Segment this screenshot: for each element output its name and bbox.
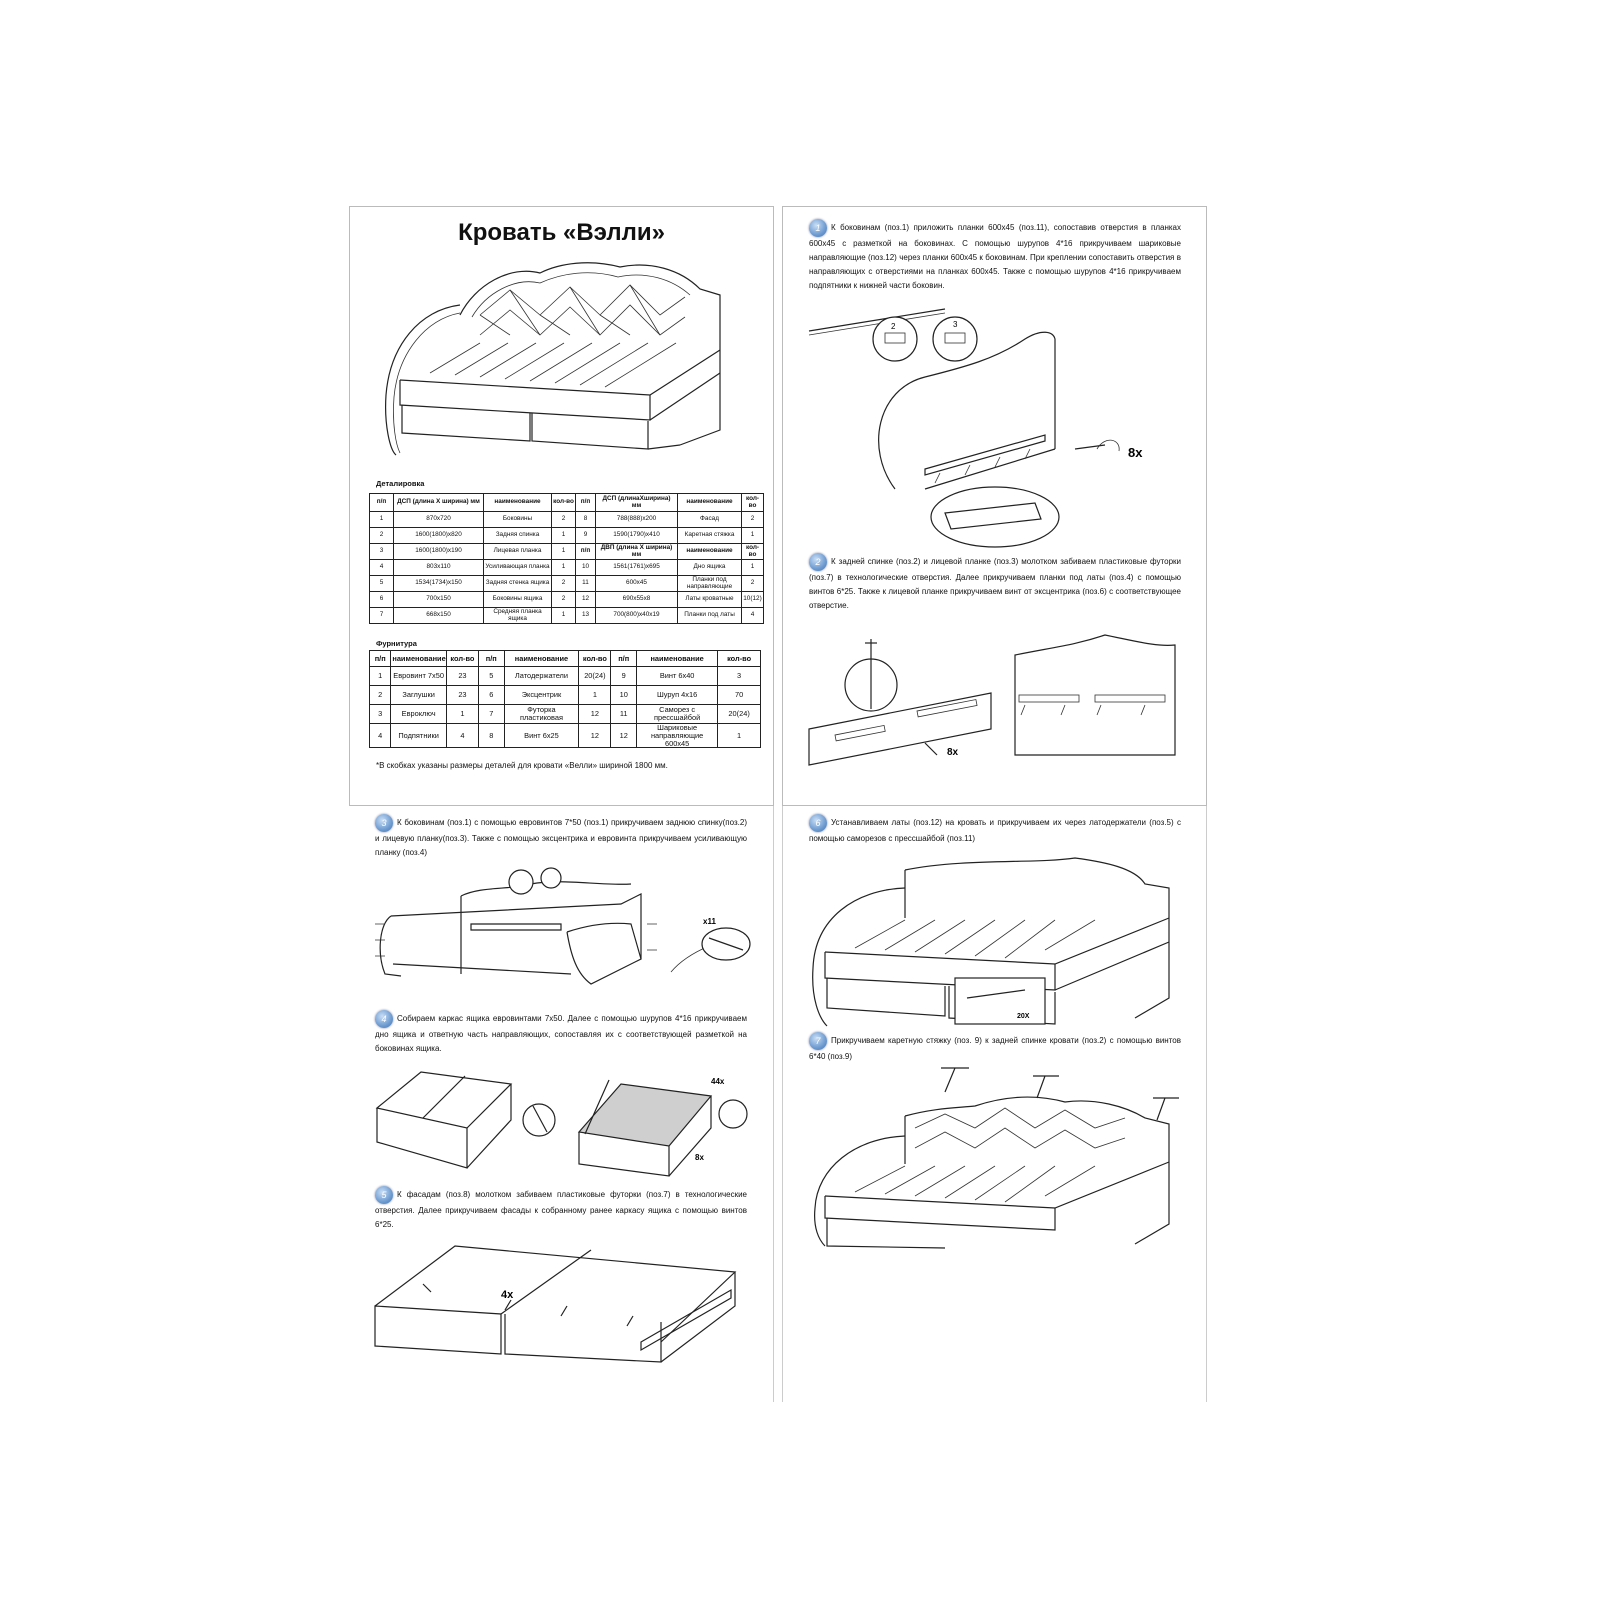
step-6-number: 6	[809, 814, 827, 832]
table-cell: 10	[576, 560, 596, 576]
table-cell: Планки под латы	[678, 608, 742, 624]
table-cell: 1	[446, 705, 478, 724]
table-cell: Шуруп 4x16	[637, 686, 718, 705]
details-header-cell: п/п	[576, 494, 596, 512]
table-cell: 4	[370, 560, 394, 576]
table-row	[370, 686, 761, 705]
table-cell: 7	[478, 705, 504, 724]
table-cell: 23	[446, 686, 478, 705]
table-cell: 7	[370, 608, 394, 624]
table-cell: 1	[742, 560, 764, 576]
table-cell: 700(800)x40x19	[596, 608, 678, 624]
step-2-text: 2 К задней спинке (поз.2) и лицевой планке (поз.3) молотком забиваем пластиковые футорки (поз.7) в технологические отверстия. Далее прикручиваем планки под латы (поз.4) с помощью винтов 6*25. Также к лицевой планке прикручиваем винт от эксцентрика (поз.6) с соответствующее отверстие.	[809, 553, 1181, 613]
table-cell: наименование	[678, 544, 742, 560]
details-header-cell: ДСП (длина X ширина) мм	[394, 494, 484, 512]
step-1-number: 1	[809, 219, 827, 237]
table-cell: 2	[552, 576, 576, 592]
table-row	[370, 724, 761, 748]
step-4-text: 4 Собираем каркас ящика евровинтами 7х50. Далее с помощью шурупов 4*16 прикручиваем дно ящика и ответную часть направляющих, сопоставляя их с соответствующей разметкой на боковинах ящика.	[375, 1010, 747, 1056]
callout-2: 2	[891, 322, 896, 331]
table-row	[370, 608, 764, 624]
step-5-text: 5 К фасадам (поз.8) молотком забиваем пластиковые футорки (поз.7) в технологические отверстия. Далее прикручиваем фасады к собранному ранее каркасу ящика с помощью винтов 6*25.	[375, 1186, 747, 1232]
table-cell: Боковины	[484, 512, 552, 528]
step-6-count: 20X	[1017, 1013, 1030, 1020]
table-cell: 9	[611, 667, 637, 686]
table-cell: 11	[611, 705, 637, 724]
table-cell: 20(24)	[579, 667, 611, 686]
table-cell: Задняя стенка ящика	[484, 576, 552, 592]
hardware-header-cell: наименование	[391, 651, 447, 667]
instruction-page-4	[782, 806, 1207, 1402]
table-cell: 12	[579, 724, 611, 748]
table-cell: 23	[446, 667, 478, 686]
table-cell: Усиливающая планка	[484, 560, 552, 576]
table-row	[370, 705, 761, 724]
bed-slats	[430, 343, 676, 387]
details-header-row	[370, 494, 764, 512]
details-table	[369, 493, 764, 624]
table-row	[370, 560, 764, 576]
step-7-drawing	[805, 1068, 1185, 1248]
hardware-header-row	[370, 651, 761, 667]
table-cell: 12	[579, 705, 611, 724]
table-cell: Фасад	[678, 512, 742, 528]
table-cell: 4	[446, 724, 478, 748]
table-cell: кол-во	[742, 544, 764, 560]
table-cell: 12	[611, 724, 637, 748]
table-cell: Евроключ	[391, 705, 447, 724]
table-cell: 6	[370, 592, 394, 608]
table-cell: 2	[552, 592, 576, 608]
table-cell: 3	[718, 667, 761, 686]
table-cell: 1534(1734)x150	[394, 576, 484, 592]
step-4-number: 4	[375, 1010, 393, 1028]
table-cell: п/п	[576, 544, 596, 560]
bed-overview-drawing	[380, 255, 740, 455]
table-cell: Боковины ящика	[484, 592, 552, 608]
details-header-cell: п/п	[370, 494, 394, 512]
hardware-header-cell: наименование	[637, 651, 718, 667]
step-2-count: 8x	[947, 747, 959, 758]
details-header-cell: ДСП (длинаXширина) мм	[596, 494, 678, 512]
table-cell: Шариковые направляющие 600x45	[637, 724, 718, 748]
table-cell: Задняя спинка	[484, 528, 552, 544]
table-cell: 600x45	[596, 576, 678, 592]
step-6-drawing	[805, 858, 1185, 1028]
step-1-count: 8x	[1128, 445, 1143, 460]
page-title: Кровать «Вэлли»	[458, 219, 665, 246]
table-cell: 2	[742, 512, 764, 528]
table-cell: 803x110	[394, 560, 484, 576]
table-cell: 1600(1800)x820	[394, 528, 484, 544]
details-label: Деталировка	[376, 479, 425, 488]
details-header-cell: наименование	[484, 494, 552, 512]
hardware-header-cell: п/п	[478, 651, 504, 667]
table-cell: 3	[370, 544, 394, 560]
table-cell: Средняя планка ящика	[484, 608, 552, 624]
step-3-text: 3 К боковинам (поз.1) с помощью евровинтов 7*50 (поз.1) прикручиваем заднюю спинку(поз.2) и лицевую планку(поз.3). Также с помощью эксцентрика и евровинта прикручиваем усиливающую планку (поз.4)	[375, 814, 747, 860]
step-4-count-a: 44x	[711, 1077, 725, 1086]
table-row	[370, 667, 761, 686]
table-cell: 1	[718, 724, 761, 748]
tufting-pattern	[480, 285, 685, 335]
table-cell: Каретная стяжка	[678, 528, 742, 544]
table-cell: 10(12)	[742, 592, 764, 608]
table-cell: 1	[742, 528, 764, 544]
table-cell: 5	[478, 667, 504, 686]
table-cell: 2	[552, 512, 576, 528]
table-cell: Дно ящика	[678, 560, 742, 576]
screws	[941, 1068, 1179, 1120]
step-3-drawing	[371, 864, 751, 1004]
table-cell: 2	[370, 528, 394, 544]
table-cell: 4	[370, 724, 391, 748]
table-cell: Латодержатели	[504, 667, 579, 686]
table-row	[370, 512, 764, 528]
instruction-page-3	[349, 806, 774, 1402]
table-cell: 1	[370, 512, 394, 528]
table-cell: 13	[576, 608, 596, 624]
table-cell: Винт 6x40	[637, 667, 718, 686]
step-3-number: 3	[375, 814, 393, 832]
step-6-text: 6 Устанавливаем латы (поз.12) на кровать и прикручиваем их через латодержатели (поз.5) с помощью саморезов с прессшайбой (поз.11)	[809, 814, 1181, 846]
table-cell: 1	[552, 608, 576, 624]
table-cell: 6	[478, 686, 504, 705]
table-cell: 11	[576, 576, 596, 592]
table-cell: 2	[742, 576, 764, 592]
hardware-table	[369, 650, 761, 748]
table-cell: 1	[552, 528, 576, 544]
instruction-page-2	[782, 206, 1207, 806]
table-cell: 700x150	[394, 592, 484, 608]
footnote: *В скобках указаны размеры деталей для кровати «Велли» шириной 1800 мм.	[376, 761, 668, 770]
hardware-header-cell: кол-во	[579, 651, 611, 667]
hardware-label: Фурнитура	[376, 639, 417, 648]
table-row	[370, 592, 764, 608]
hardware-header-cell: п/п	[611, 651, 637, 667]
table-cell: 2	[370, 686, 391, 705]
step-2-drawing	[805, 625, 1185, 775]
table-cell: 8	[576, 512, 596, 528]
step-5-count: 4x	[501, 1289, 514, 1301]
table-row	[370, 576, 764, 592]
table-cell: Подпятники	[391, 724, 447, 748]
hardware-header-cell: кол-во	[718, 651, 761, 667]
table-cell: 12	[576, 592, 596, 608]
step-5-number: 5	[375, 1186, 393, 1204]
table-cell: 9	[576, 528, 596, 544]
details-header-cell: наименование	[678, 494, 742, 512]
table-cell: 8	[478, 724, 504, 748]
table-cell: 870x720	[394, 512, 484, 528]
table-cell: 4	[742, 608, 764, 624]
table-cell: 1590(1790)x410	[596, 528, 678, 544]
step-3-count: x11	[703, 917, 716, 926]
step-2-number: 2	[809, 553, 827, 571]
table-row	[370, 544, 764, 560]
table-cell: Лицевая планка	[484, 544, 552, 560]
step-5-drawing	[371, 1246, 751, 1386]
table-cell: 1	[579, 686, 611, 705]
step-4-drawing	[371, 1068, 751, 1178]
step-1-drawing	[805, 299, 1185, 539]
table-cell: 3	[370, 705, 391, 724]
callout-3: 3	[953, 320, 958, 329]
step-1-text: 1 К боковинам (поз.1) приложить планки 600х45 (поз.11), сопоставив отверстия в планках 600х45 с разметкой на боковинах. С помощью шурупов 4*16 прикручиваем шариковые направляющие (поз.12) через планки 600х45 к боковинам. При креплении сопоставить отверстия в направляющих с отверстиями на планках 600х45. Также с помощью шурупов 4*16 прикручиваем подпятники к нижней части боковин.	[809, 219, 1181, 293]
step-7-number: 7	[809, 1032, 827, 1050]
table-cell: 1	[552, 544, 576, 560]
table-cell: 5	[370, 576, 394, 592]
details-header-cell: кол-во	[742, 494, 764, 512]
instruction-page-1	[349, 206, 774, 806]
table-cell: 1	[552, 560, 576, 576]
table-cell: Евровинт 7x50	[391, 667, 447, 686]
hardware-header-cell: п/п	[370, 651, 391, 667]
step-7-text: 7 Прикручиваем каретную стяжку (поз. 9) к задней спинке кровати (поз.2) с помощью винтов 6*40 (поз.9)	[809, 1032, 1181, 1064]
table-cell: Латы кроватные	[678, 592, 742, 608]
table-cell: 788(888)x200	[596, 512, 678, 528]
details-header-cell: кол-во	[552, 494, 576, 512]
table-cell: 70	[718, 686, 761, 705]
table-cell: Саморез с прессшайбой	[637, 705, 718, 724]
step-4-count-b: 8x	[695, 1153, 704, 1162]
table-cell: Эксцентрик	[504, 686, 579, 705]
table-cell: ДВП (длина X ширина) мм	[596, 544, 678, 560]
table-cell: 1	[370, 667, 391, 686]
table-cell: 668x150	[394, 608, 484, 624]
hardware-header-cell: кол-во	[446, 651, 478, 667]
table-cell: Планки под направляющие	[678, 576, 742, 592]
table-cell: 10	[611, 686, 637, 705]
table-cell: Винт 6x25	[504, 724, 579, 748]
table-cell: Заглушки	[391, 686, 447, 705]
table-cell: 690x55x8	[596, 592, 678, 608]
table-cell: 20(24)	[718, 705, 761, 724]
table-row	[370, 528, 764, 544]
table-cell: 1600(1800)x190	[394, 544, 484, 560]
table-cell: 1561(1761)x695	[596, 560, 678, 576]
hardware-header-cell: наименование	[504, 651, 579, 667]
table-cell: Футорка пластиковая	[504, 705, 579, 724]
